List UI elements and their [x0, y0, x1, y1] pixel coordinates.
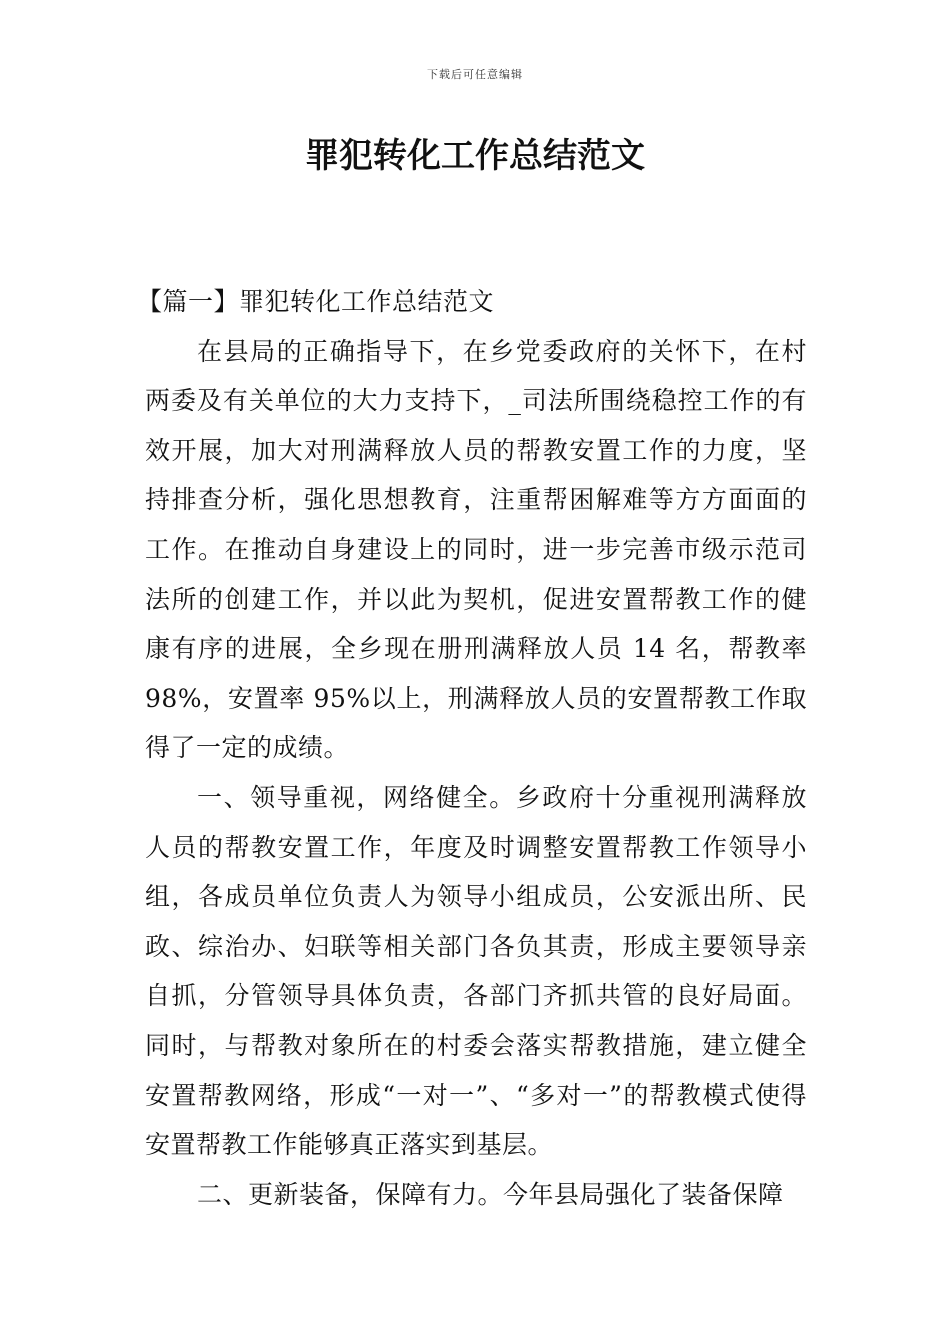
document-body	[137, 277, 807, 1219]
section-heading: 【篇一】罪犯转化工作总结范文	[137, 287, 495, 316]
header-note: 下载后可任意编辑	[427, 68, 523, 81]
document-title: 罪犯转化工作总结范文	[305, 136, 645, 176]
paragraph-leadership: 一、领导重视，网络健全。乡政府十分重视刑满释放人员的帮教安置工作，年度及时调整安置帮教工作领导小组，各成员单位负责人为领导小组成员，公安派出所、民政、综治办、妇联等相关部门各负其责，形成主要领导亲自抓，分管领导具体负责，各部门齐抓共管的良好局面。同时，与帮教对象所在的村委会落实帮教措施，建立健全安置帮教网络，形成“一对一”、“多对一”的帮教模式使得安置帮教工作能够真正落实到基层。	[145, 782, 807, 1160]
paragraph-intro: 在县局的正确指导下，在乡党委政府的关怀下，在村两委及有关单位的大力支持下，_司法所围绕稳控工作的有效开展，加大对刑满释放人员的帮教安置工作的力度，坚持排查分析，强化思想教育，注重帮困解难等方方面面的工作。在推动自身建设上的同时，进一步完善市级示范司法所的创建工作，并以此为契机，促进安置帮教工作的健康有序的进展，全乡现在册刑满释放人员 14 名，帮教率 98%，安置率 95%以上，刑满释放人员的安置帮教工作取得了一定的成绩。	[145, 336, 807, 763]
paragraph-equipment: 二、更新装备，保障有力。今年县局强化了装备保障	[197, 1179, 784, 1209]
